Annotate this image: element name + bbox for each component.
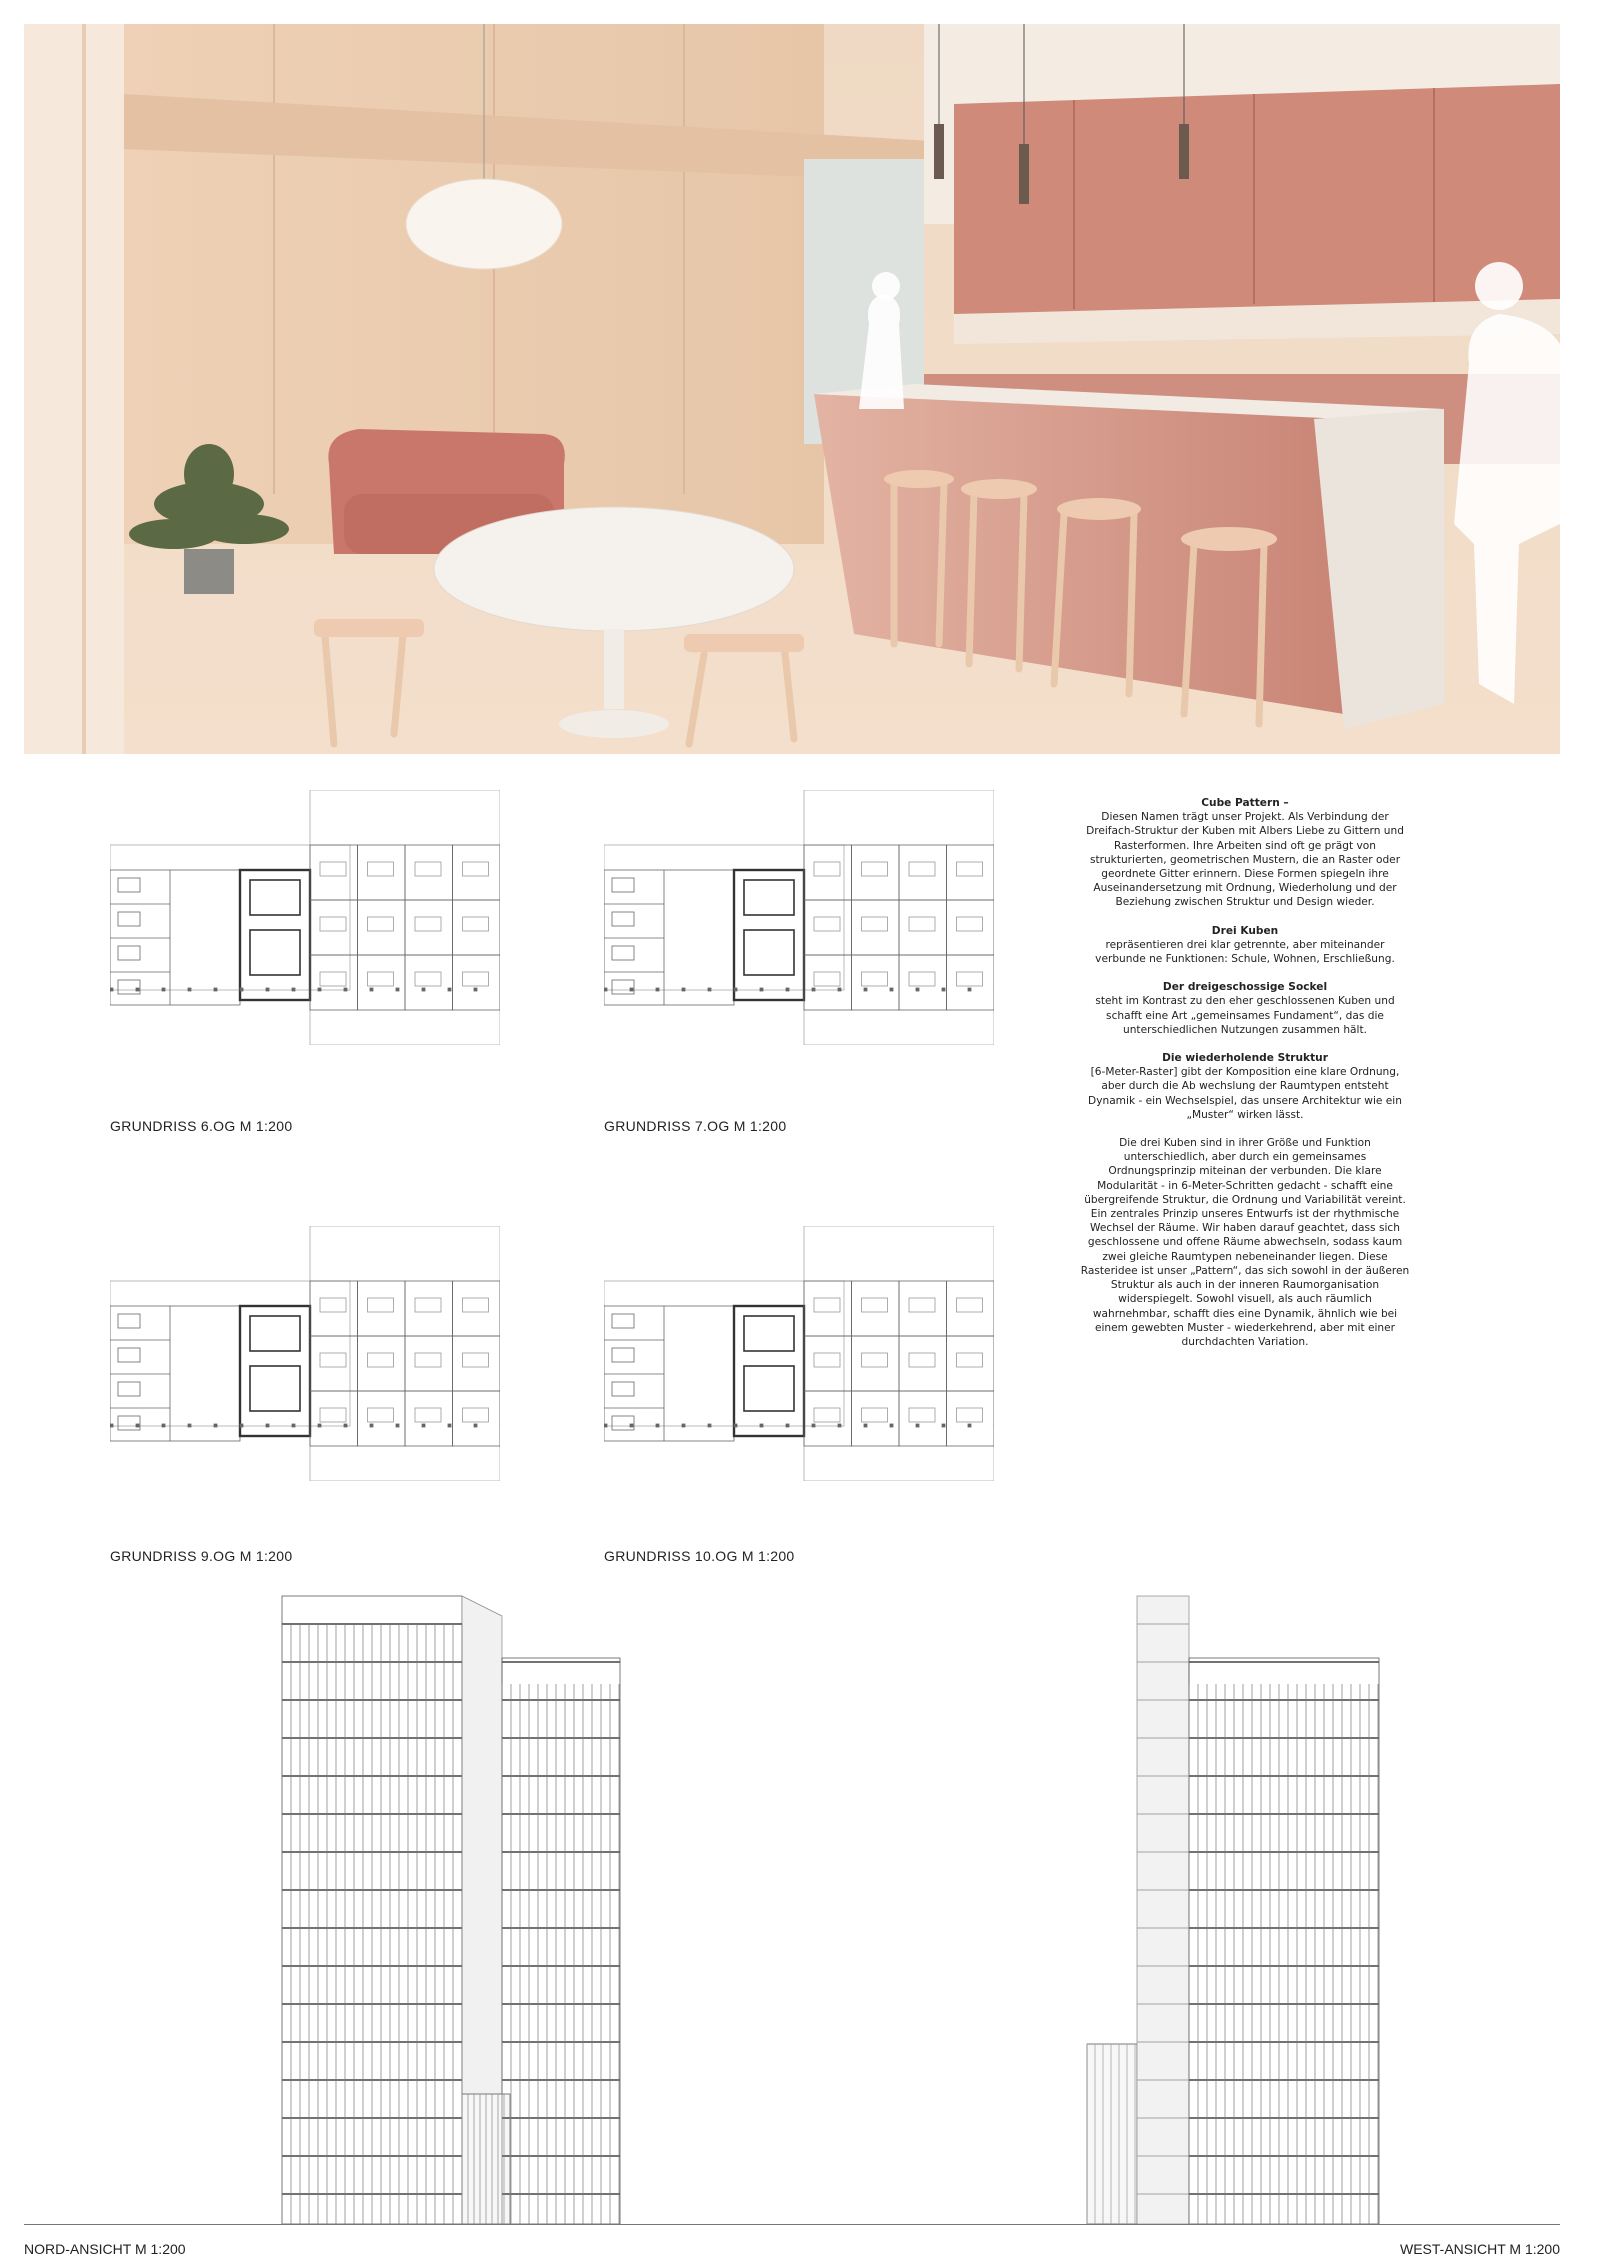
floor-plan-9og <box>110 1226 500 1481</box>
floor-plan-6og <box>110 790 500 1045</box>
plan-title-7og: GRUNDRISS 7.OG M 1:200 <box>604 1118 787 1134</box>
kuben-body: repräsentieren drei klar getrennte, aber miteinander verbunde ne Funktionen: Schule, Wohnen, Erschließung. <box>1095 938 1395 966</box>
struktur-paragraph <box>1080 1051 1410 1122</box>
intro-paragraph <box>1080 796 1410 910</box>
intro-body: Diesen Namen trägt unser Projekt. Als Verbindung der Dreifach-Struktur der Kuben mit Albers Liebe zu Gittern und Rasterformen. Ihre Arbeiten sind oft ge prägt von strukturierten, geometrischen Mustern, die an Raster oder geordnete Gitter erinnern. Diese Formen spiegeln ihre Auseinandersetzung mit Ordnung, Wiederholung und der Beziehung zwischen Struktur und Design wieder. <box>1086 811 1404 909</box>
plan-title-10og: GRUNDRISS 10.OG M 1:200 <box>604 1548 795 1564</box>
kuben-paragraph <box>1080 924 1410 967</box>
struktur-body: [6-Meter-Raster] gibt der Komposition eine klare Ordnung, aber durch die Ab wechslung der Raumtypen entsteht Dynamik - ein Wechselspiel, das unsere Architektur wie ein „Muster“ wirken lässt. <box>1088 1066 1402 1121</box>
floor-plan-7og <box>604 790 994 1045</box>
west-elevation <box>1085 1594 1385 2226</box>
kuben-title: Drei Kuben <box>1211 924 1279 937</box>
sockel-paragraph <box>1080 980 1410 1037</box>
floor-plan-10og <box>604 1226 994 1481</box>
project-description <box>1080 796 1410 1363</box>
closing-body: Die drei Kuben sind in ihrer Größe und Funktion unterschiedlich, aber durch ein gemeinsames Ordnungsprinzip miteinan der verbunden. Die klare Modularität - in 6-Meter-Schritten gedacht - schafft eine übergreifende Struktur, die Ordnung und Variabilität vereint. Ein zentrales Prinzip unseres Entwurfs ist der rhythmische Wechsel der Räume. Wir haben darauf geachtet, dass sich geschlossene und offene Räume abwechseln, sodass kaum zwei gleiche Raumtypen nebeneinander liegen. Diese Rasteridee ist unser „Pattern“, das sich sowohl in der äußeren Struktur als auch in der inneren Raumorganisation widerspiegelt. Sowohl visuell, als auch räumlich wahrnehmbar, schafft dies eine Dynamik, ähnlich wie bei einem gewebten Muster - wiederkehrend, aber mit einer durchdachten Variation. <box>1080 1137 1410 1348</box>
plan-title-6og: GRUNDRISS 6.OG M 1:200 <box>110 1118 293 1134</box>
north-elevation-title: NORD-ANSICHT M 1:200 <box>24 2241 186 2257</box>
ground-line <box>24 2224 1560 2225</box>
closing-paragraph <box>1080 1136 1410 1349</box>
intro-title: Cube Pattern – <box>1201 797 1289 809</box>
west-elevation-title: WEST-ANSICHT M 1:200 <box>1399 2241 1560 2257</box>
sockel-body: steht im Kontrast zu den eher geschlossenen Kuben und schafft eine Art „gemeinsames Fundament“, das die unterschiedlichen Nutzungen zusammen hält. <box>1095 995 1395 1036</box>
north-elevation <box>280 1594 660 2226</box>
interior-rendering <box>24 24 1560 754</box>
plan-title-9og: GRUNDRISS 9.OG M 1:200 <box>110 1548 293 1564</box>
struktur-title: Die wiederholende Struktur <box>1162 1052 1328 1065</box>
sockel-title: Der dreigeschossige Sockel <box>1162 981 1328 994</box>
